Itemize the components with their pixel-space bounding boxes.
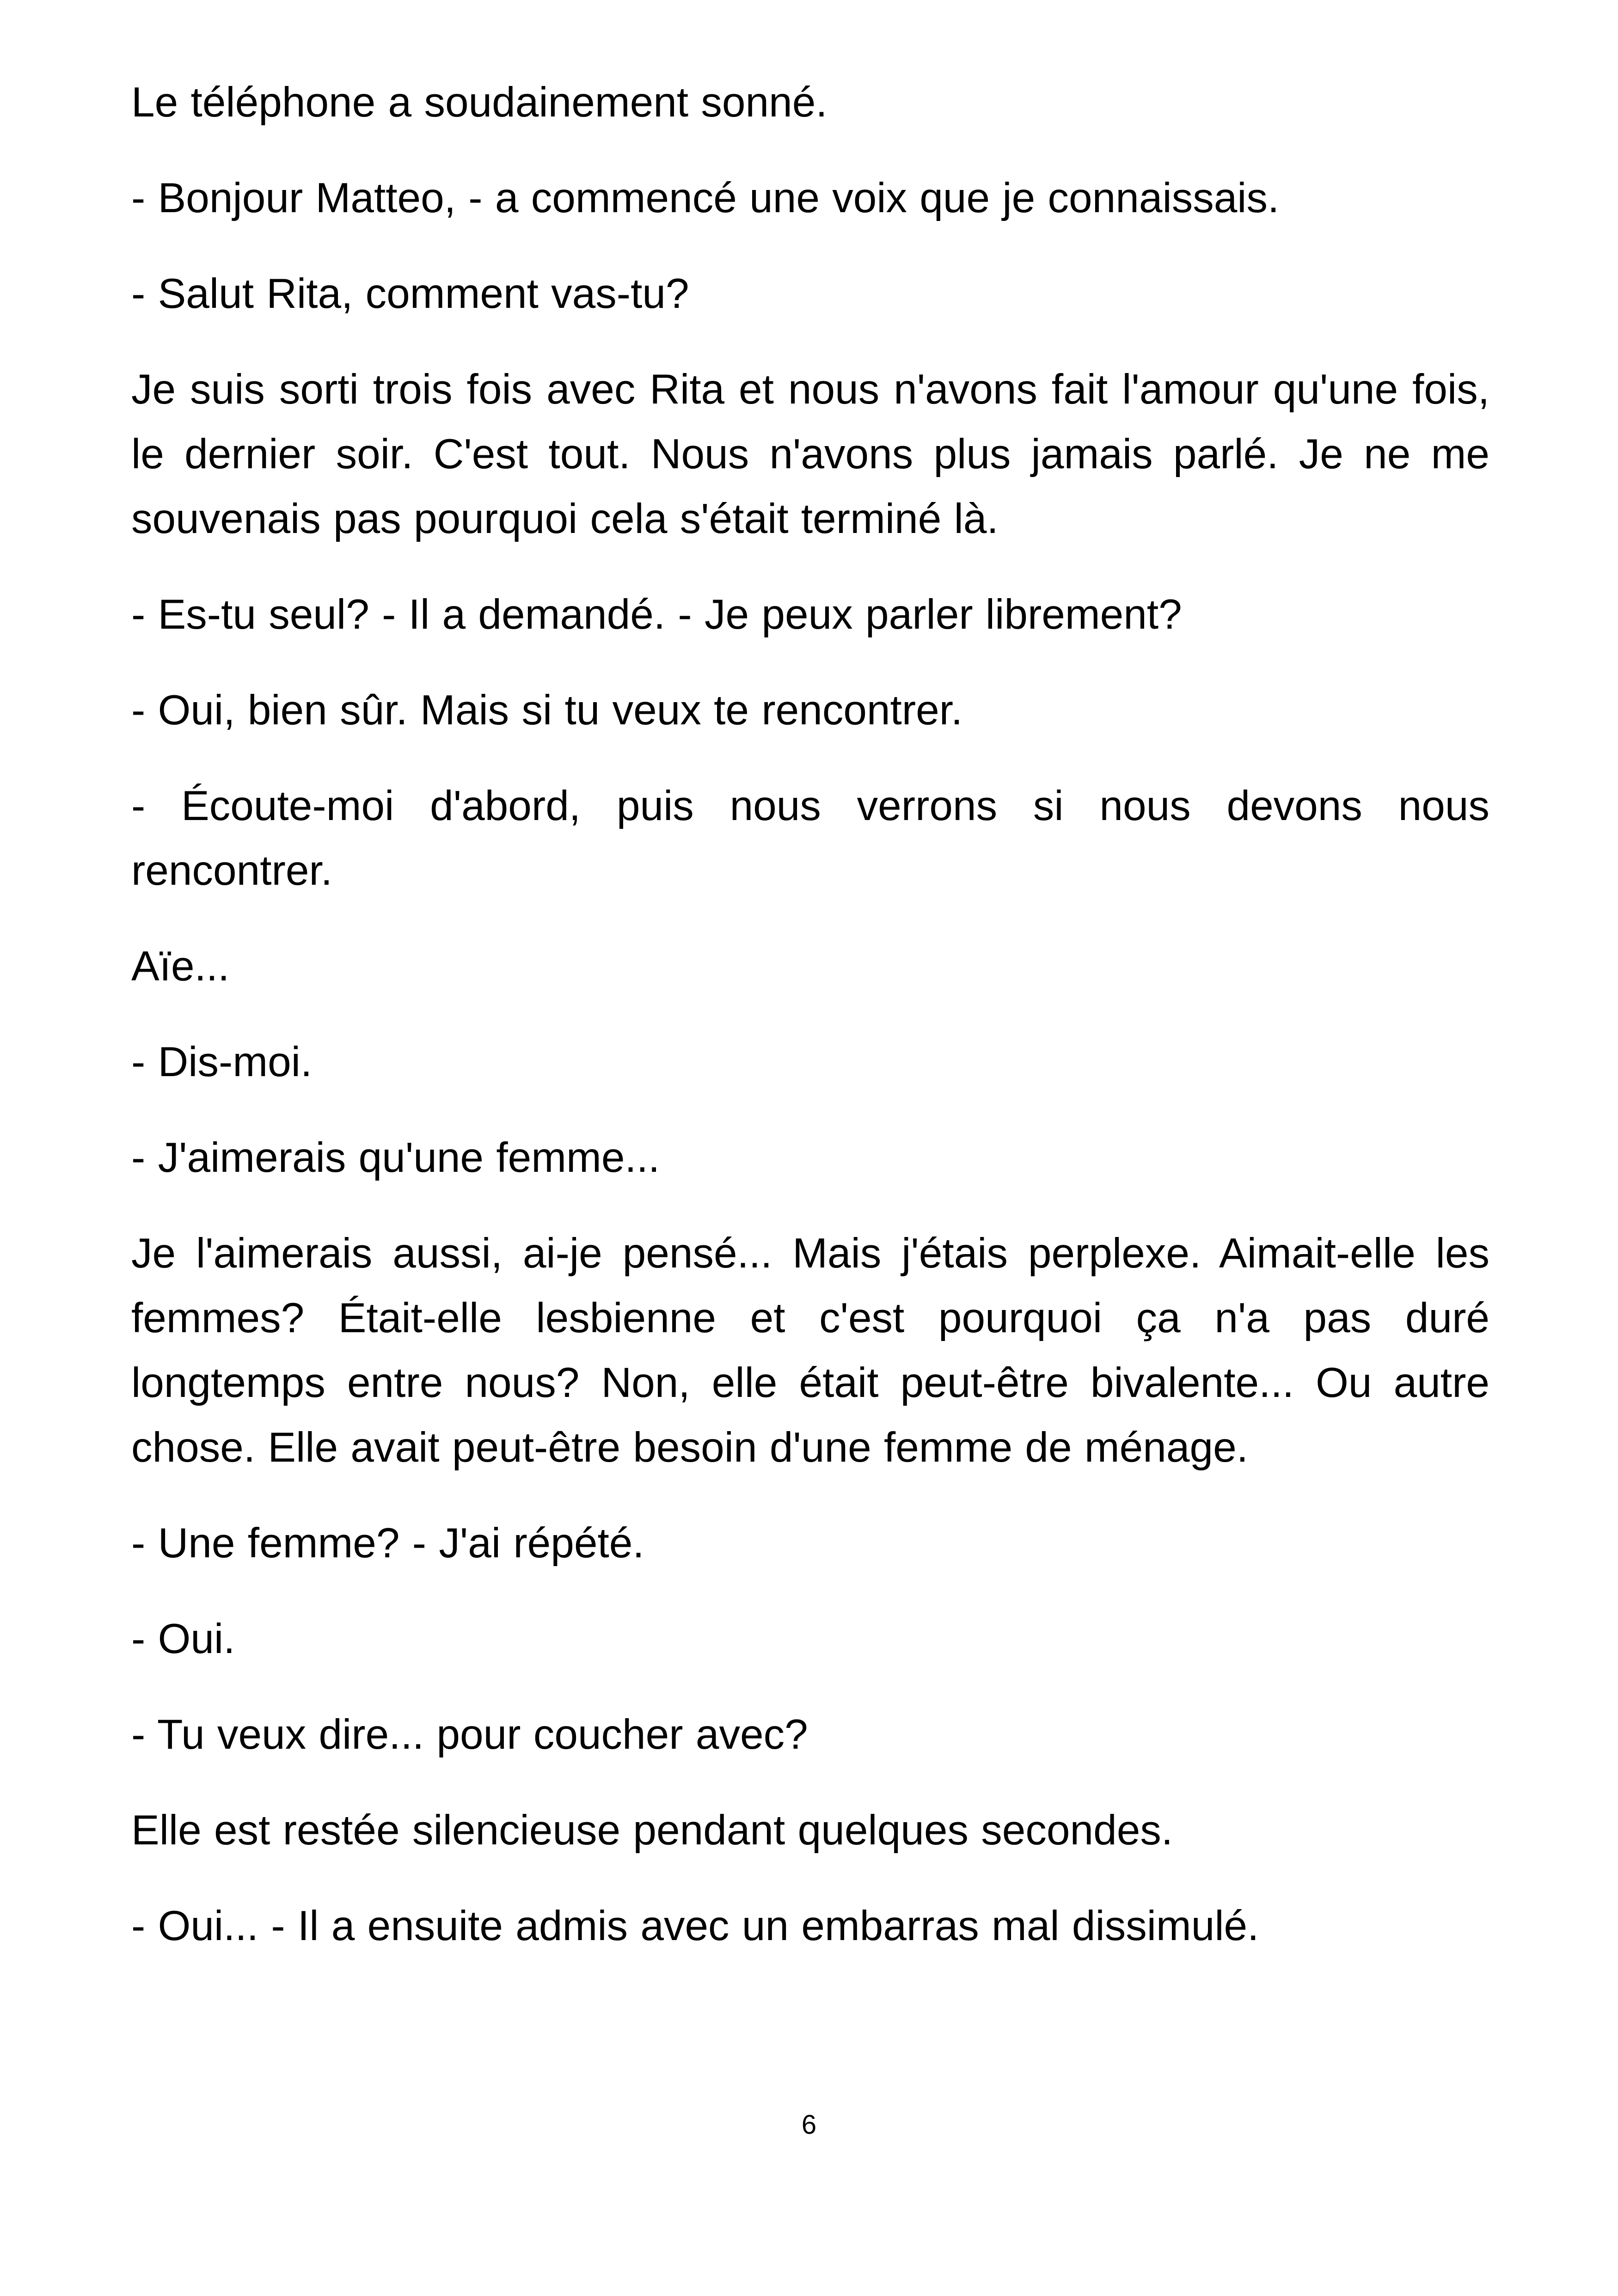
paragraph: - Oui, bien sûr. Mais si tu veux te rencontrer. (131, 687, 963, 734)
paragraph: - Tu veux dire... pour coucher avec? (131, 1711, 808, 1758)
page-body (131, 70, 1489, 1959)
paragraph: - J'aimerais qu'une femme... (131, 1134, 660, 1181)
paragraph: Elle est restée silencieuse pendant quelques secondes. (131, 1807, 1173, 1854)
paragraph: - Oui... - Il a ensuite admis avec un embarras mal dissimulé. (131, 1903, 1259, 1949)
paragraph: - Écoute-moi d'abord, puis nous verrons si nous devons nous rencontrer. (131, 783, 1489, 894)
page-number: 6 (801, 2110, 817, 2140)
paragraph: Aïe... (131, 943, 230, 990)
paragraph: - Bonjour Matteo, - a commencé une voix que je connaissais. (131, 175, 1280, 221)
paragraph: Le téléphone a soudainement sonné. (131, 79, 827, 126)
paragraph: Je suis sorti trois fois avec Rita et nous n'avons fait l'amour qu'une fois, le dernier soir. C'est tout. Nous n'avons plus jamais parlé. Je ne me souvenais pas pourquoi cela s'était terminé là. (131, 366, 1489, 542)
paragraph: - Oui. (131, 1616, 235, 1662)
paragraph: Je l'aimerais aussi, ai-je pensé... Mais j'étais perplexe. Aimait-elle les femmes? Était-elle lesbienne et c'est pourquoi ça n'a pas duré longtemps entre nous? Non, elle était peut-être bivalente... Ou autre chose. Elle avait peut-être besoin d'une femme de ménage. (131, 1230, 1489, 1471)
paragraph: - Dis-moi. (131, 1039, 313, 1085)
paragraph: - Es-tu seul? - Il a demandé. - Je peux parler librement? (131, 591, 1182, 638)
paragraph: - Salut Rita, comment vas-tu? (131, 270, 689, 317)
paragraph: - Une femme? - J'ai répété. (131, 1520, 644, 1567)
